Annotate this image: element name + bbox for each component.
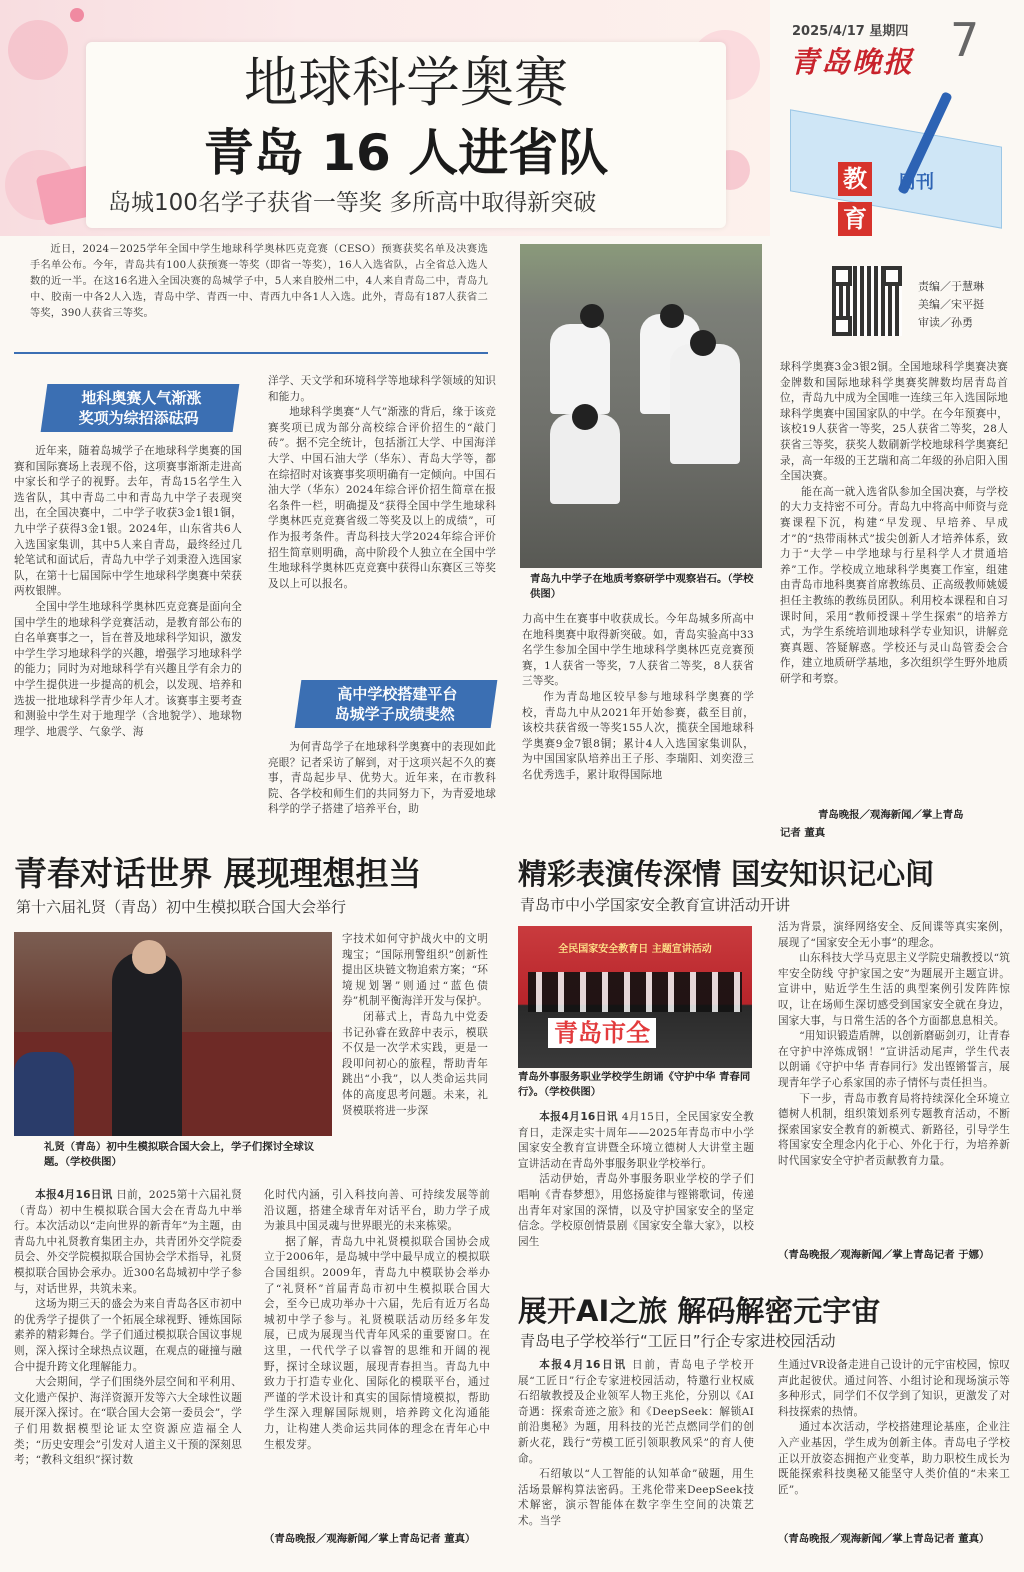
security-photo-banner: 青岛市全 (548, 1018, 656, 1048)
qr-code (832, 266, 902, 336)
modelun-byline: （青岛晚报／观海新闻／掌上青岛记者 董真） (264, 1533, 476, 1545)
section1-heading-line2: 奖项为综招添砝码 (78, 409, 199, 427)
security-col-b-p1: 活为背景，演绎网络安全、反间谍等真实案例，展现了“国家安全无小事”的理念。 (778, 921, 1010, 949)
paper-name-logo: 青岛晚报 (790, 45, 915, 79)
masthead-date: 2025/4/17 星期四 (792, 24, 909, 39)
lead-intro (30, 242, 488, 322)
lead-byline-1: 青岛晚报／观海新闻／掌上青岛 (818, 809, 964, 821)
modelun-photo (14, 932, 332, 1136)
section2-heading (295, 680, 498, 728)
lead-col2b (268, 740, 496, 844)
lead-col4-p1: 球科学奥赛3金3银2铜。全国地球科学奥赛决赛金牌数和国际地球科学奥赛奖牌数均居青岛首位，青岛九中成为全国唯一连续三年入选国际地球科学奥赛中国国家队的中学。在今年预赛中，该校19人获省一等奖，25人获省二等奖，28人获省三等奖，获奖人数刷新学校地球科学奥赛纪录，高一年级的王艺瑞和高二年级的孙启阳入围全国决赛。 (780, 361, 1008, 483)
modelun-dateline: 本报4月16日讯 (35, 1189, 113, 1201)
security-photo-caption: 青岛外事服务职业学校学生朗诵《守护中华 青春同行》。（学校供图） (518, 1071, 751, 1098)
section-label-2: 育 (838, 202, 872, 236)
lead-col4 (780, 360, 1008, 806)
lead-col4-p2: 能在高一就入选省队参加全国决赛，与学校的大力支持密不可分。青岛九中将高中师资与竞赛课程下沉，构建“早发现、早培养、早成才”的“热带雨林式”拔尖创新人才培养体系，致力于“大学－中学地球与行星科学人才贯通培养”工作。学校成立地球科学奥赛工作室，组建由青岛市地科奥赛首席教练员、正高级教师姚媛担任主教练的教练员团队。利用校本课程和自习课时间，采用“教师授课＋学生探索”的培养方式，为学生系统培训地球科学专业知识，讲解竞赛真题、答疑解惑。学校还与灵山岛管委会合作，建立地质研学基地，多次组织学生野外地质研学和考察。 (780, 485, 1008, 685)
section2-heading-line1: 高中学校搭建平台 (337, 685, 458, 703)
lead-col2b-p1: 为何青岛学子在地球科学奥赛中的表现如此亮眼？记者采访了解到，对于这项兴起不久的赛事，青岛起步早、优势大。近年来，在市教科院、各学校和师生们的共同努力下，为青爱地球科学的学子搭建了培养平台，助 (268, 741, 496, 816)
lead-col2 (268, 374, 496, 672)
lead-col3-p1: 力高中生在赛事中收获成长。今年岛城多所高中在地科奥赛中取得新突破。如，青岛实验高中33名学生参加全国中学生地球科学奥林匹克竞赛预赛，1人获省一等奖，7人获省二等奖，8人获省三等奖。 (522, 613, 754, 688)
modelun-col-c-p1: 化时代内涵，引入科技向善、可持续发展等前沿议题，搭建全球青年对话平台，助力学子成为兼具中国灵魂与世界眼光的未来栋梁。 (264, 1189, 490, 1233)
security-col-a-p1: 4月15日，全民国家安全教育日，走深走实十周年——2025年青岛市中小学国家安全教育宣讲暨全环境立德树人大讲堂主题宣讲活动在青岛外事服务职业学校举行。 (518, 1111, 754, 1170)
section-weekly-label: 周刊 (898, 172, 934, 193)
lead-col1-p2: 全国中学生地球科学奥林匹克竞赛是面向全国中学生的地球科学竞赛活动，是教育部公布的白名单赛事之一，旨在普及地球科学知识，激发中学生学习地球科学的兴趣，增强学习地球科学的能力；同时为对地球科学有兴趣且学有余力的中学生提供进一步提高的机会，以发现、培养和选拔一批地球科学青少年人才。该赛事主要考查和测验中学生对于地理学（含地貌学）、地球物理学、地震学、气象学、海 (14, 600, 242, 738)
lead-col1-p1: 近年来，随着岛城学子在地球科学奥赛的国赛和国际赛场上表现不俗，这项赛事渐渐走进高中家长和学子的视野。去年，青岛15名学生入选省队，其中青岛二中和青岛九中学子表现突出，在全国决赛中，二中学子收获3金1银1铜，九中学子获得3金1银。2024年，山东省共6人入选国家集训，其中5人来自青岛，最终经过几轮笔试和面试后，青岛九中学子刘秉澄入选国家队，在第十七届国际中学生地球科学奥赛中荣获两枚银牌。 (14, 445, 242, 598)
lead-byline-2: 记者 董真 (780, 827, 826, 839)
designer-credit: 美编／宋平挺 (918, 298, 984, 311)
modelun-col-b-p2: 这场为期三天的盛会为来自青岛各区市初中的优秀学子提供了一个拓展全球视野、锤炼国际素养的精彩舞台。学子们通过模拟联合国议事规则，深入探讨全球热点议题，在观点的碰撞与融合中提升跨文化理解能力。 (14, 1298, 242, 1373)
lead-intro-text: 近日，2024－2025学年全国中学生地球科学奥林匹克竞赛（CESO）预赛获奖名单及决赛选手名单公布。今年，青岛共有100人获预赛一等奖（即省一等奖），16人入选省队，占全省总入选人数的近一半。在这16名进入全国决赛的岛城学子中，5人来自胶州二中，4人来自青岛二中，青岛九中、胶南一中各2人入选，青岛中学、青西一中、青西九中各1人入选。此外，青岛有187人获省二等奖，390人获省三等奖。 (30, 244, 488, 319)
reviewer-credit: 审读／孙勇 (918, 316, 973, 329)
security-col-a (518, 1110, 754, 1286)
ai-col-b (778, 1358, 1010, 1530)
lead-headline: 青岛 16 人进省队 (203, 124, 609, 182)
section-book-graphic (780, 118, 1005, 228)
modelun-col-b-p3: 大会期间，学子们围绕外层空间和平利用、文化遗产保护、海洋资源开发等六大全球性议题展开深入探讨。在“联合国大会第一委员会”，学子们用数据模型论证太空资源应造福全人类；“历史安理会”引发对人道主义干预的深刻思考；“教科文组织”探讨数 (14, 1376, 242, 1467)
ai-byline: （青岛晚报／观海新闻／掌上青岛记者 董真） (778, 1533, 990, 1545)
lead-subheadline: 岛城100名学子获省一等奖 多所高中取得新突破 (108, 190, 597, 216)
ai-col-a-p1: 日前，青岛电子学校开展“工匠日”行企专家进校园活动，特邀行业权威石绍敏教授及企业领军人物王兆伦，分别以《AI奇遇：探索奇迹之旅》和《DeepSeek：解锁AI前沿奥秘》为题，用科技的光芒点燃同学们的创新火花，践行“劳模工匠引领职教风采”的育人使命。 (518, 1359, 754, 1465)
modelun-col-a-top-p1: 字技术如何守护战火中的文明瑰宝；“国际刑警组织”创新性提出区块链文物追索方案；“环境规划署”则通过“蓝色债券”机制平衡海洋开发与保护。 (342, 933, 488, 1008)
lead-col3 (522, 612, 754, 844)
modelun-col-a-top-p2: 闭幕式上，青岛九中党委书记孙睿在致辞中表示，模联不仅是一次学术实践，更是一段叩问初心的旅程，帮助青年跳出“小我”，以人类命运共同体的高度思考问题。未来，礼贤模联将进一步深 (342, 1010, 488, 1117)
lead-col2-p1: 洋学、天文学和环境科学等地球科学领域的知识和能力。 (268, 375, 496, 403)
security-headline: 精彩表演传深情 国安知识记心间 (518, 857, 935, 891)
security-col-a-p2: 活动伊始，青岛外事服务职业学校的学子们唱响《青春梦想》，用悠扬旋律与铿锵歌词，传递出青年对家国的深情，以及守护国家安全的坚定信念。学校原创情景剧《国家安全靠大家》，以校园生 (518, 1173, 754, 1248)
editor-credit: 责编／于慧琳 (918, 280, 984, 293)
security-photo-banner-top: 全民国家安全教育日 主题宣讲活动 (558, 944, 712, 955)
section2-heading-line2: 岛城学子成绩斐然 (334, 705, 455, 723)
section-label-1: 教 (838, 162, 872, 196)
modelun-col-c-p2: 据了解，青岛九中礼贤模拟联合国协会成立于2006年，是岛城中学中最早成立的模拟联合国组织。2009年，青岛九中模联协会举办了“礼贤杯”首届青岛市初中生模拟联合国大会，至今已成功举办十六届，先后有近万名岛城初中学子参与。礼贤模联活动历经多年发展，已成为展现当代青年风采的重要窗口。在这里，一代代学子以睿智的思维和开阔的视野，探讨全球议题，展现青春担当。青岛九中致力于打造专业化、国际化的模联平台，通过严谨的学术设计和真实的国际情境模拟，帮助学生深入理解国际规则，培养跨文化沟通能力，让构建人类命运共同体的理念在青年心中生根发芽。 (264, 1235, 490, 1451)
section1-heading (41, 384, 240, 432)
lead-col3-p2: 作为青岛地区较早参与地球科学奥赛的学校，青岛九中从2021年开始参赛，截至目前，该校共获省级一等奖155人次，揽获全国地球科学奥赛9金7银8铜；累计4人入选国家集训队，为中国国家队培养出王子彤、李瑞阳、刘奕澄三名优秀选手，累计取得国际地 (522, 690, 754, 781)
ai-subheadline: 青岛电子学校举行“工匠日”行企专家进校园活动 (520, 1332, 836, 1350)
section1-heading-line1: 地科奥赛人气渐涨 (81, 389, 202, 407)
security-col-b-p2: 山东科技大学马克思主义学院史瑞教授以“筑牢安全防线 守护家国之安”为题展开主题宣讲。宣讲中，贴近学生生活的典型案例引发阵阵惊叹，让在场师生深切感受到国家安全就在身边，国家大事，与日常生活的各个方面都息息相关。 (778, 952, 1010, 1027)
ai-headline: 展开AI之旅 解码解密元宇宙 (518, 1294, 881, 1328)
modelun-col-a-top (342, 932, 488, 1184)
page-number: 7 (950, 13, 980, 67)
security-col-b (778, 920, 1010, 1246)
modelun-subheadline: 第十六届礼贤（青岛）初中生模拟联合国大会举行 (16, 898, 347, 916)
security-subheadline: 青岛市中小学国家安全教育宣讲活动开讲 (520, 896, 791, 914)
divider-intro (14, 352, 488, 354)
lead-kicker: 地球科学奥赛 (244, 51, 568, 114)
ai-col-a (518, 1358, 754, 1568)
modelun-col-b-p1: 日前，2025第十六届礼贤（青岛）初中生模拟联合国大会在青岛九中举行。本次活动以“走向世界的新青年”为主题，由青岛九中礼贤教育集团主办，共青团外交学院委员会、外交学院模拟联合国协会学术指导，礼贤模拟联合国协会承办。近300名岛城初中学子参与，对话世界，共筑未来。 (14, 1189, 242, 1295)
security-col-b-p3: “用知识锻造盾牌，以创新磨砺剑刃，让青春在守护中淬炼成钢！”宣讲活动尾声，学生代表以朗诵《守护中华 青春同行》发出铿锵誓言，展现青年学子心系家国的赤子情怀与责任担当。 (778, 1030, 1010, 1089)
lead-col1 (14, 444, 242, 844)
security-col-b-p4: 下一步，青岛市教育局将持续深化全环境立德树人机制，组织策划系列专题教育活动，不断探索国家安全教育的新模式、新路径，引导学生将国家安全理念内化于心、外化于行，为培养新时代国家安全守护者贡献教育力量。 (778, 1092, 1010, 1167)
lead-photo (520, 244, 762, 568)
ai-col-a-p2: 石绍敏以“人工智能的认知革命”破题，用生活场景解构算法密码。王兆伦带来DeepSeek技术解密，演示智能体在数字孪生空间的决策艺术。当学 (518, 1468, 754, 1527)
ai-col-b-p1: 生通过VR设备走进自己设计的元宇宙校园，惊叹声此起彼伏。通过问答、小组讨论和现场演示等多种形式，同学们不仅学到了知识，更激发了对科技探索的热情。 (778, 1359, 1010, 1418)
security-dateline: 本报4月16日讯 (539, 1111, 618, 1123)
ai-col-b-p2: 通过本次活动，学校搭建理论基座，企业注入产业基因，学生成为创新主体。青岛电子学校正以开放姿态拥抱产业变革，助力职校生成长为既能探索科技奥秘又能坚守人类价值的“未来工匠”。 (778, 1421, 1010, 1496)
lead-col2-p2: 地球科学奥赛“人气”渐涨的背后，缘于该竞赛奖项已成为部分高校综合评价招生的“敲门砖”。据不完全统计，包括浙江大学、中国海洋大学、中国石油大学（华东）、青岛大学等，都在综招时对该赛事奖项明确有一定倾向。中国石油大学（华东）2024年综合评价招生简章在报名条件一栏，明确提及“获得全国中学生地球科学奥林匹克竞赛省级二等奖及以上的成绩”，可作为报考条件。青岛科技大学2024年综合评价招生简章则明确，高中阶段个人独立在全国中学生地球科学奥林匹克竞赛中获得山东赛区三等奖及以上可以报名。 (268, 406, 496, 590)
security-byline: （青岛晚报／观海新闻／掌上青岛记者 于娜） (778, 1249, 990, 1261)
modelun-col-c (264, 1188, 490, 1528)
ai-dateline: 本报4月16日讯 (539, 1359, 627, 1371)
modelun-headline: 青春对话世界 展现理想担当 (14, 854, 422, 893)
security-photo (518, 926, 752, 1068)
modelun-photo-caption: 礼贤（青岛）初中生模拟联合国大会上，学子们探讨全球议题。（学校供图） (44, 1141, 315, 1168)
modelun-col-b (14, 1188, 242, 1566)
lead-photo-caption: 青岛九中学子在地质考察研学中观察岩石。（学校供图） (530, 573, 754, 600)
